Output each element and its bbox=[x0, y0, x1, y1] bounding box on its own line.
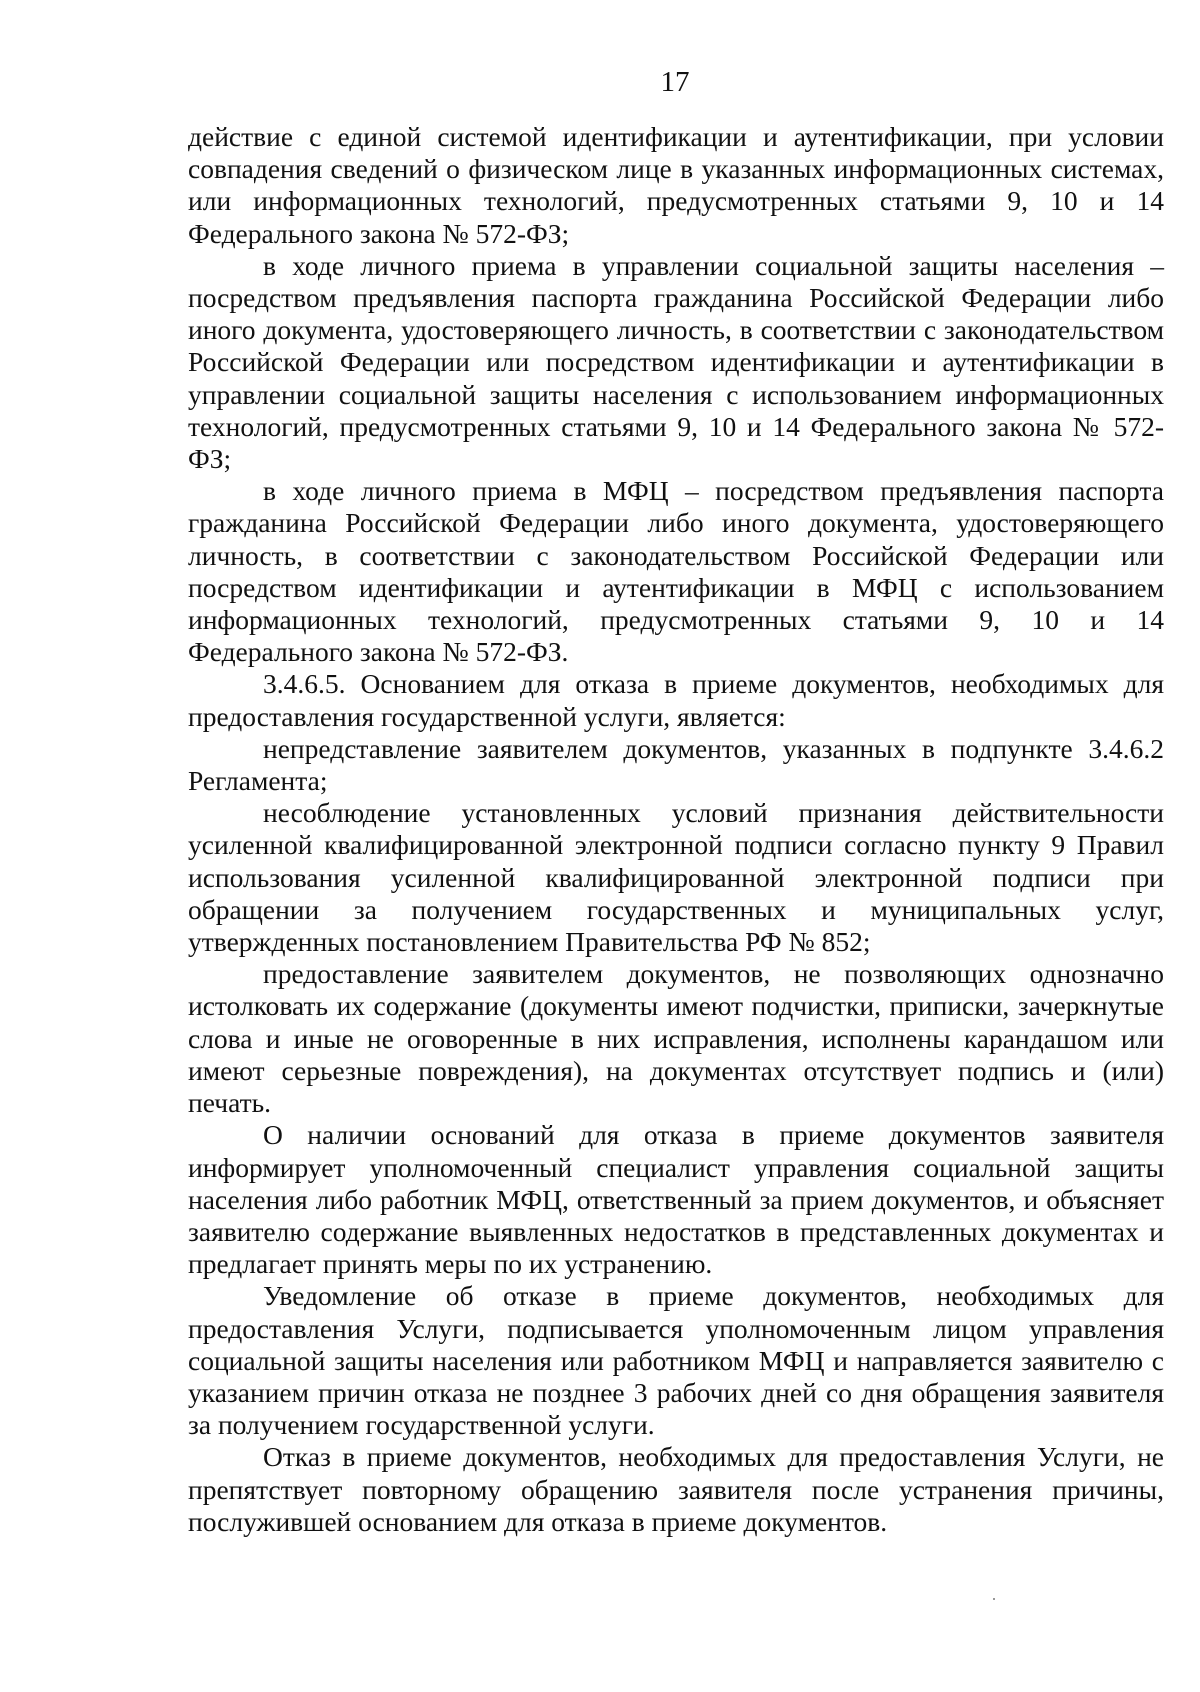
paragraph: в ходе личного приема в МФЦ – посредством предъявления паспорта гражданина Российской Федерации либо иного документа, удостоверяющего личность, в соответствии с законодательством Российской Федерации или посредством идентификации и аутентификации в МФЦ с использованием информационных технологий, предусмотренных статьями 9, 10 и 14 Федерального закона № 572-ФЗ. bbox=[188, 475, 1164, 668]
paragraph: 3.4.6.5. Основанием для отказа в приеме документов, необходимых для предоставления государственной услуги, является: bbox=[188, 668, 1164, 732]
paragraph: предоставление заявителем документов, не позволяющих однозначно истолковать их содержание (документы имеют подчистки, приписки, зачеркнутые слова и иные не оговоренные в них исправления, исполнены карандашом или имеют серьезные повреждения), на документах отсутствует подпись и (или) печать. bbox=[188, 958, 1164, 1119]
document-body bbox=[188, 121, 1164, 1538]
paragraph: Уведомление об отказе в приеме документов, необходимых для предоставления Услуги, подписывается уполномоченным лицом управления социальной защиты населения или работником МФЦ и направляется заявителю с указанием причин отказа не позднее 3 рабочих дней со дня обращения заявителя за получением государственной услуги. bbox=[188, 1280, 1164, 1441]
paragraph: непредставление заявителем документов, указанных в подпункте 3.4.6.2 Регламента; bbox=[188, 732, 1164, 797]
paragraph: О наличии оснований для отказа в приеме документов заявителя информирует уполномоченный специалист управления социальной защиты населения либо работник МФЦ, ответственный за прием документов, и объясняет заявителю содержание выявленных недостатков в представленных документах и предлагает принять меры по их устранению. bbox=[188, 1119, 1164, 1280]
paragraph: несоблюдение установленных условий признания действительности усиленной квалифицированной электронной подписи согласно пункту 9 Правил использования усиленной квалифицированной электронной подписи при обращении за получением государственных и муниципальных услуг, утвержденных постановлением Правительства РФ № 852; bbox=[188, 797, 1164, 958]
scan-speck bbox=[993, 1598, 995, 1600]
paragraph: Отказ в приеме документов, необходимых для предоставления Услуги, не препятствует повторному обращению заявителя после устранения причины, послужившей основанием для отказа в приеме документов. bbox=[188, 1441, 1164, 1537]
paragraph: в ходе личного приема в управлении социальной защиты населения – посредством предъявления паспорта гражданина Российской Федерации либо иного документа, удостоверяющего личность, в соответствии с законодательством Российской Федерации или посредством идентификации и аутентификации в управлении социальной защиты населения с использованием информационных технологий, предусмотренных статьями 9, 10 и 14 Федерального закона № 572-ФЗ; bbox=[188, 249, 1164, 475]
paragraph: действие с единой системой идентификации и аутентификации, при условии совпадения сведений о физическом лице в указанных информационных системах, или информационных технологий, предусмотренных статьями 9, 10 и 14 Федерального закона № 572-ФЗ; bbox=[188, 121, 1164, 249]
page-number: 17 bbox=[660, 66, 690, 98]
